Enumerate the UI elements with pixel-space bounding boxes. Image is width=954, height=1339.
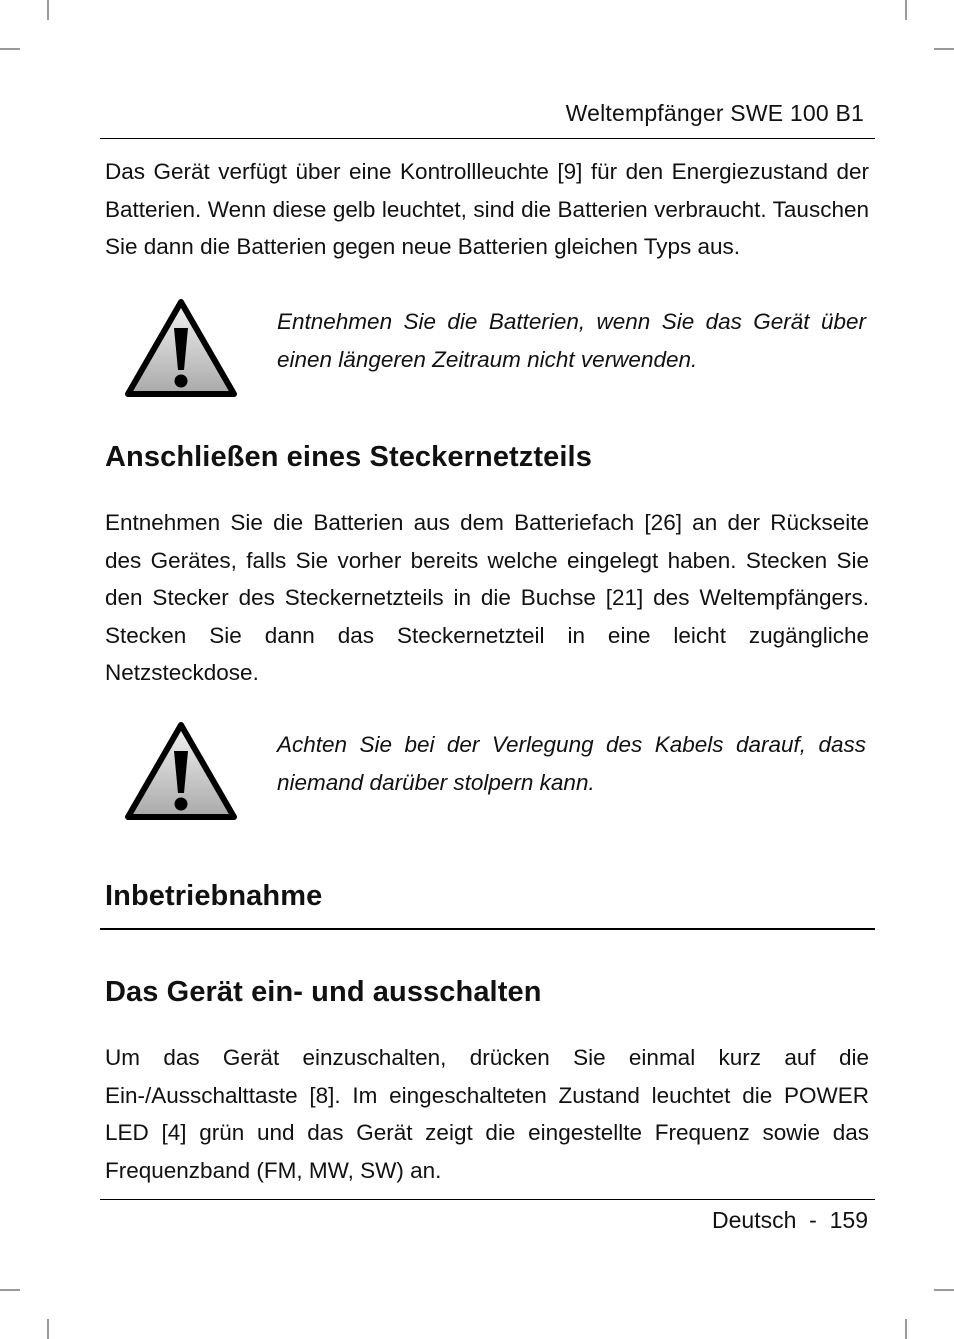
page-footer xyxy=(712,1207,868,1234)
chapter-heading: Inbetriebnahme xyxy=(105,880,323,912)
footer-separator: - xyxy=(809,1207,817,1233)
crop-mark xyxy=(934,1289,954,1291)
crop-mark xyxy=(934,48,954,50)
crop-mark xyxy=(0,48,20,50)
warning-text: Entnehmen Sie die Batterien, wenn Sie das Gerät über einen längeren Zeitraum nicht verwenden. xyxy=(277,309,866,372)
section-heading: Anschließen eines Steckernetzteils xyxy=(105,441,592,473)
warning-triangle-icon xyxy=(124,721,238,821)
crop-mark xyxy=(0,1289,20,1291)
section-heading: Das Gerät ein- und ausschalten xyxy=(105,976,542,1008)
crop-mark xyxy=(47,0,49,20)
footer-rule xyxy=(100,1199,875,1200)
chapter-rule xyxy=(100,928,875,930)
page-header-title: Weltempfänger SWE 100 B1 xyxy=(565,100,864,126)
warning-triangle-icon xyxy=(124,298,238,398)
crop-mark xyxy=(905,1319,907,1339)
footer-language: Deutsch xyxy=(712,1207,797,1233)
intro-paragraph: Das Gerät verfügt über eine Kontrollleuchte [9] für den Energiezustand der Batterien. Wenn diese gelb leuchtet, sind die Batterien verbraucht. Tauschen Sie dann die Batterien gegen neue Batterien gleichen Typs aus. xyxy=(105,159,869,260)
header-rule xyxy=(100,138,875,139)
section-paragraph: Entnehmen Sie die Batterien aus dem Batteriefach [26] an der Rückseite des Gerätes, falls Sie vorher bereits welche eingelegt haben. Stecken Sie den Stecker des Steckernetzteils in die Buchse [21] des Weltempfängers. Stecken Sie dann das Steckernetzteil in eine leicht zugängliche Netzsteckdose. xyxy=(105,510,869,686)
warning-text: Achten Sie bei der Verlegung des Kabels darauf, dass niemand darüber stolpern kann. xyxy=(277,732,866,795)
page-number: 159 xyxy=(829,1207,868,1233)
section-paragraph: Um das Gerät einzuschalten, drücken Sie einmal kurz auf die Ein-/Ausschalttaste [8]. Im eingeschalteten Zustand leuchtet die POWER LED [4] grün und das Gerät zeigt die eingestellte Frequenz sowie das Frequenzband (FM, MW, SW) an. xyxy=(105,1045,869,1183)
crop-mark xyxy=(47,1319,49,1339)
crop-mark xyxy=(905,0,907,20)
